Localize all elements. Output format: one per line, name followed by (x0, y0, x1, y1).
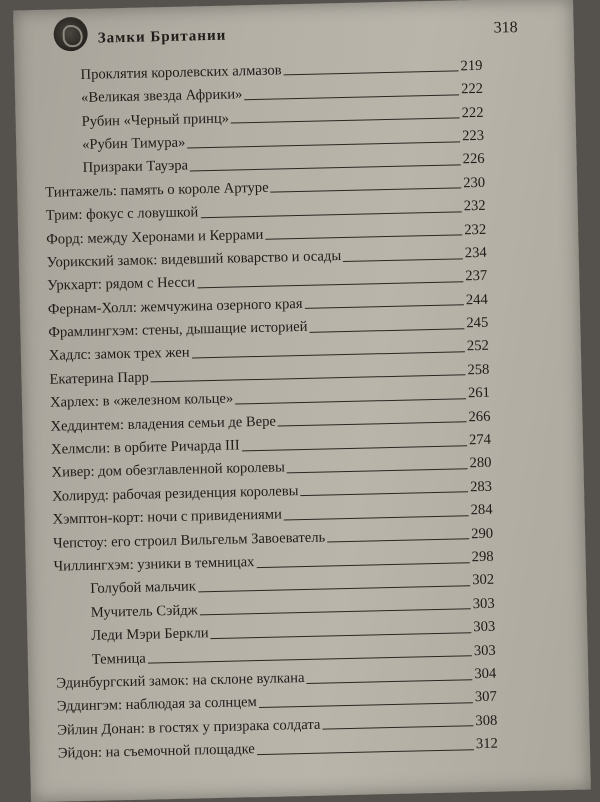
toc-entry-page: 284 (470, 501, 493, 519)
running-title: Замки Британии (97, 27, 227, 47)
toc-entry-page: 219 (460, 57, 483, 75)
toc-entry-title: Чиллингхэм: узники в темницах (53, 554, 255, 575)
toc-entry-page: 304 (474, 665, 497, 683)
toc-entry-page: 252 (466, 338, 490, 355)
toc-entry-page: 226 (462, 151, 485, 168)
toc-entry-title: «Рубин Тимура» (81, 134, 186, 153)
toc-entry-title: Призраки Тауэра (82, 157, 189, 177)
toc-entry-title: Эдинбургский замок: на склоне вулкана (56, 669, 305, 692)
toc-entry-title: Фернам-Холл: жемчужина озерного края (47, 295, 303, 318)
toc-entry-page: 303 (473, 642, 496, 659)
toc-entry-title: Фрамлингхэм: стены, дышащие историей (48, 318, 308, 341)
toc-entry-title: Хивер: дом обезглавленной королевы (51, 459, 285, 482)
toc-entry-title: Голубой мальчик (90, 578, 197, 598)
toc-entry-page: 312 (475, 735, 499, 753)
page-number: 318 (493, 19, 518, 37)
toc-entry-page: 274 (468, 431, 492, 449)
toc-entry-title: Харлех: в «железном кольце» (49, 390, 234, 411)
toc-entry-page: 232 (464, 221, 487, 238)
toc-entry-title: Тинтажель: память о короле Артуре (45, 179, 269, 201)
toc-entry-page: 245 (466, 314, 489, 332)
toc-entry-title: Темница (91, 650, 146, 668)
toc-entry-title: Чепстоу: его строил Вильгельм Завоеватель (53, 529, 326, 552)
toc-entry-page: 244 (465, 291, 488, 308)
toc-entry-page: 283 (469, 478, 493, 496)
toc-entry-page: 280 (469, 455, 492, 472)
toc-entry-title: Хелмсли: в орбите Ричарда III (50, 437, 240, 458)
toc-entry-page: 222 (460, 81, 484, 98)
toc-entry-page: 298 (471, 548, 494, 566)
toc-entry-title: Эйлин Донан: в гостях у призрака солдата (57, 716, 321, 739)
toc-entry-page: 258 (467, 361, 490, 379)
toc-entry-page: 234 (464, 244, 487, 262)
toc-entry-page: 308 (475, 712, 498, 729)
toc-entry-title: Хеддинтем: владения семьи де Вере (50, 413, 277, 435)
toc-entry-title: Мучитель Сэйдж (90, 602, 198, 621)
toc-entry-title: Екатерина Парр (49, 369, 150, 388)
toc-entry-page: 307 (474, 689, 497, 706)
toc-entry-title: Трим: фокус с ловушкой (45, 204, 199, 224)
page-header (33, 6, 554, 54)
toc-leader-line (257, 749, 474, 755)
toc-entry-title: Проклятия королевских алмазов (80, 62, 282, 83)
toc-entry-page: 266 (468, 408, 491, 425)
toc-entry-title: Эйдон: на съемочной площадке (57, 741, 256, 762)
toc-entry-page: 237 (465, 268, 488, 285)
toc-entry-page: 303 (473, 618, 496, 636)
toc-entry-page: 230 (463, 174, 486, 192)
castle-emblem-icon (53, 17, 88, 52)
toc-entry-page: 223 (461, 127, 485, 145)
toc-entry-title: Холируд: рабочая резиденция королевы (51, 482, 299, 505)
table-of-contents (42, 50, 498, 762)
toc-entry-title: Хэмптон-корт: ночи с привидениями (52, 506, 283, 528)
toc-entry-page: 303 (472, 595, 495, 612)
toc-entry-page: 290 (471, 525, 494, 542)
toc-entry-page: 261 (467, 385, 491, 402)
toc-entry-title: Хадлс: замок трех жен (48, 345, 190, 365)
toc-entry-title: Форд: между Херонами и Керрами (46, 226, 264, 248)
toc-entry-title: Леди Мэри Беркли (91, 625, 209, 645)
toc-entry-title: Уорикский замок: видевший коварство и осады (46, 247, 342, 271)
toc-entry-title: Уркхарт: рядом с Несси (47, 274, 196, 295)
toc-entry-title: Рубин «Черный принц» (81, 110, 230, 130)
toc-entry-page: 222 (461, 104, 484, 121)
toc-entry-page: 302 (472, 572, 495, 589)
toc-entry-title: Эддингэм: наблюдая за солнцем (56, 694, 257, 715)
toc-entry-page: 232 (463, 197, 486, 215)
book-page (13, 0, 591, 802)
toc-entry-title: «Великая звезда Африки» (80, 86, 243, 107)
